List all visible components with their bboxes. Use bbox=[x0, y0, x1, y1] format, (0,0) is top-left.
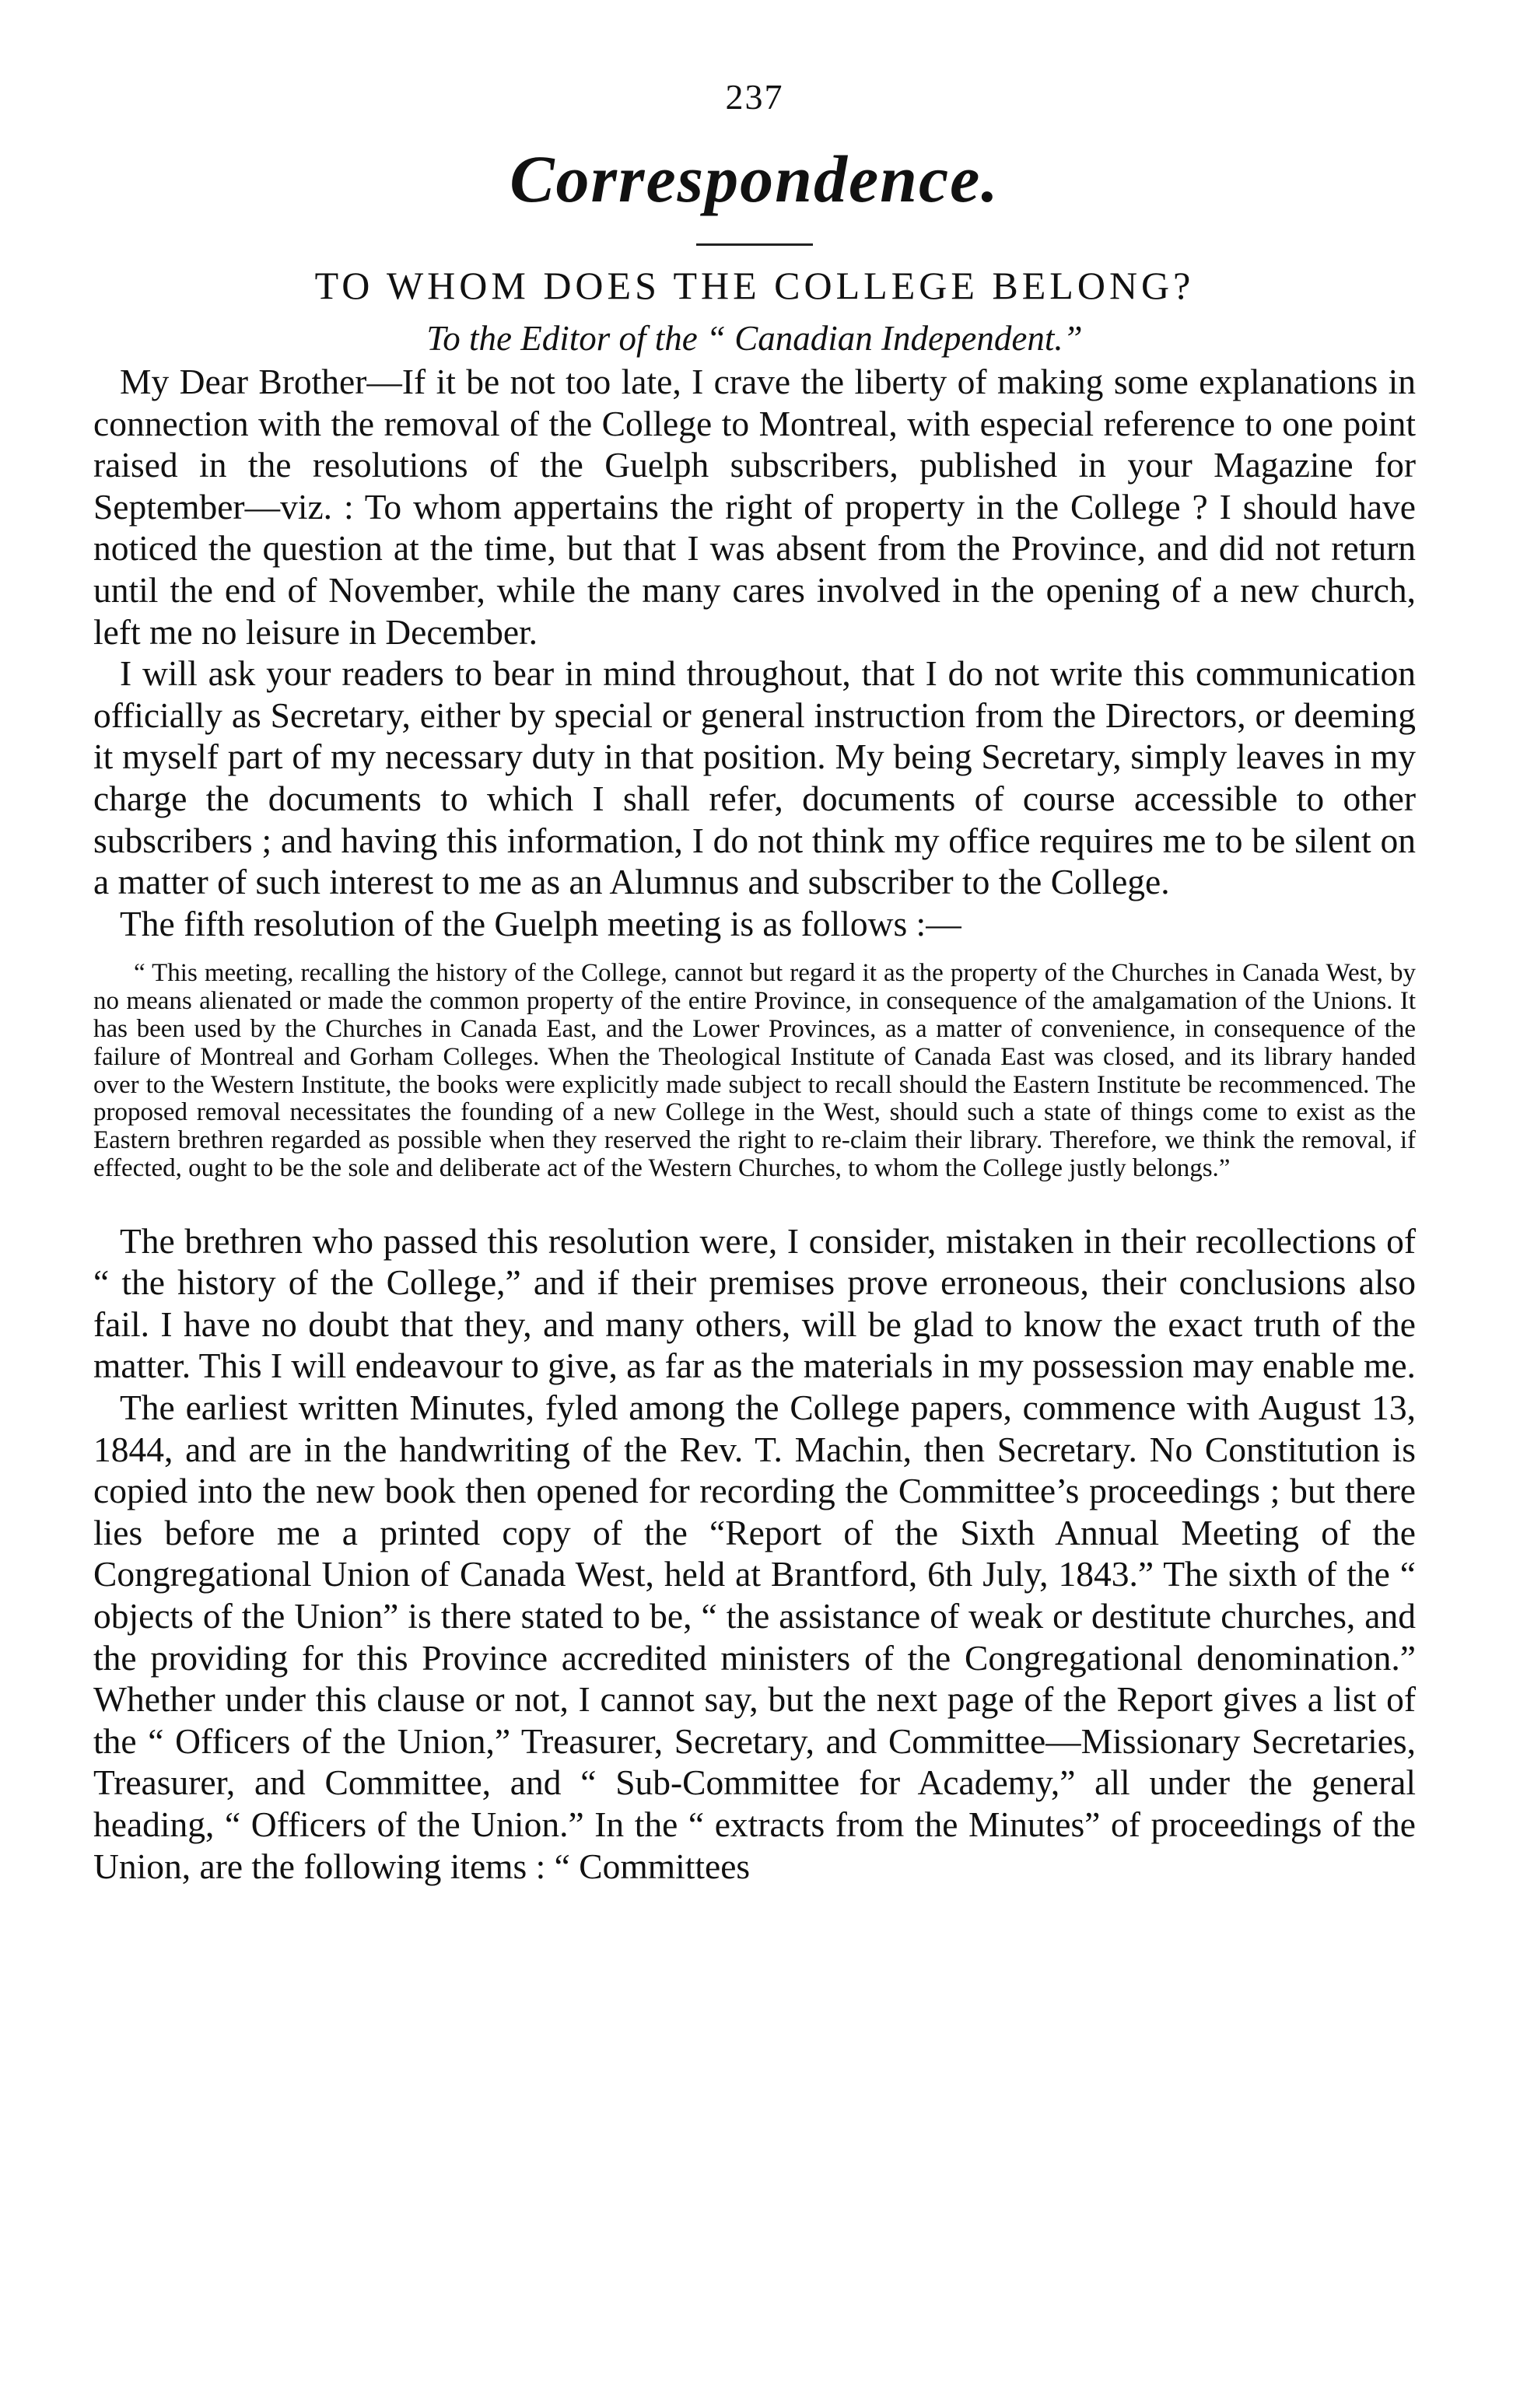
body-paragraph: The fifth resolution of the Guelph meeting is as follows :— bbox=[120, 903, 961, 943]
body-paragraph: The brethren who passed this resolution were, I consider, mistaken in their recollections of “ the history of the College,” and if their premises prove erroneous, their conclusions also fail. I have no doubt that they, and many others, will be glad to know the exact truth of the matter. This I will endeavour to give, as far as the materials in my possession may enable me. bbox=[93, 1220, 1416, 1386]
title-rule bbox=[696, 243, 813, 246]
body-paragraph: I will ask your readers to bear in mind throughout, that I do not write this communication officially as Secretary, either by special or general instruction from the Directors, or deeming it myself part of my necessary duty in that position. My being Secretary, simply leaves in my charge the documents to which I shall refer, documents of course accessible to other subscribers ; and having this information, I do not think my office requires me to be silent on a matter of such interest to me as an Alumnus and subscriber to the College. bbox=[93, 653, 1416, 902]
body-paragraph: My Dear Brother—If it be not too late, I crave the liberty of making some explanations in connection with the removal of the College to Montreal, with especial reference to one point raised in the resolutions of the Guelph subscribers, published in your Magazine for September—viz. : To whom appertains the right of property in the College ? I should have noticed the question at the time, but that I was absent from the Province, and did not return until the end of November, while the many cares involved in the opening of a new church, left me no leisure in December. bbox=[93, 362, 1416, 652]
page-number: 237 bbox=[725, 77, 784, 117]
page bbox=[93, 74, 1416, 1887]
article-title: TO WHOM DOES THE COLLEGE BELONG? bbox=[314, 264, 1195, 307]
body-paragraph: The earliest written Minutes, fyled among the College papers, commence with August 13, 1844, and are in the handwriting of the Rev. T. Machin, then Secretary. No Constitution is copied into the new book then opened for recording the Committee’s proceedings ; but there lies before me a printed copy of the “Report of the Sixth Annual Meeting of the Congregational Union of Canada West, held at Brantford, 6th July, 1843.” The sixth of the “ objects of the Union” is there stated to be, “ the assistance of weak or destitute churches, and the providing for this Province accredited ministers of the Congregational denomination.” Whether under this clause or not, I cannot say, but the next page of the Report gives a list of the “ Officers of the Union,” Treasurer, Secretary, and Committee—Missionary Secretaries, Treasurer, and Committee, and “ Sub-Committee for Academy,” all under the general heading, “ Officers of the Union.” In the “ extracts from the Minutes” of proceedings of the Union, are the following items : “ Committees bbox=[93, 1388, 1416, 1886]
section-title: Correspondence. bbox=[510, 142, 1000, 216]
addressee-line: To the Editor of the “ Canadian Independent.” bbox=[426, 319, 1083, 358]
quoted-resolution: “ This meeting, recalling the history of the College, cannot but regard it as the property of the Churches in Canada West, by no means alienated or made the common property of the entire Province, in consequence of the amalgamation of the Unions. It has been used by the Churches in Canada East, and the Lower Provinces, as a matter of convenience, in consequence of the failure of Montreal and Gorham Colleges. When the Theological Institute of Canada East was closed, and its library handed over to the Western Institute, the books were explicitly made subject to recall should the Eastern Institute be recommenced. The proposed removal necessitates the founding of a new College in the West, should such a state of things come to exist as the Eastern brethren regarded as possible when they reserved the right to re-claim their library. Therefore, we think the removal, if effected, ought to be the sole and deliberate act of the Western Churches, to whom the College justly belongs.” bbox=[93, 959, 1416, 1182]
